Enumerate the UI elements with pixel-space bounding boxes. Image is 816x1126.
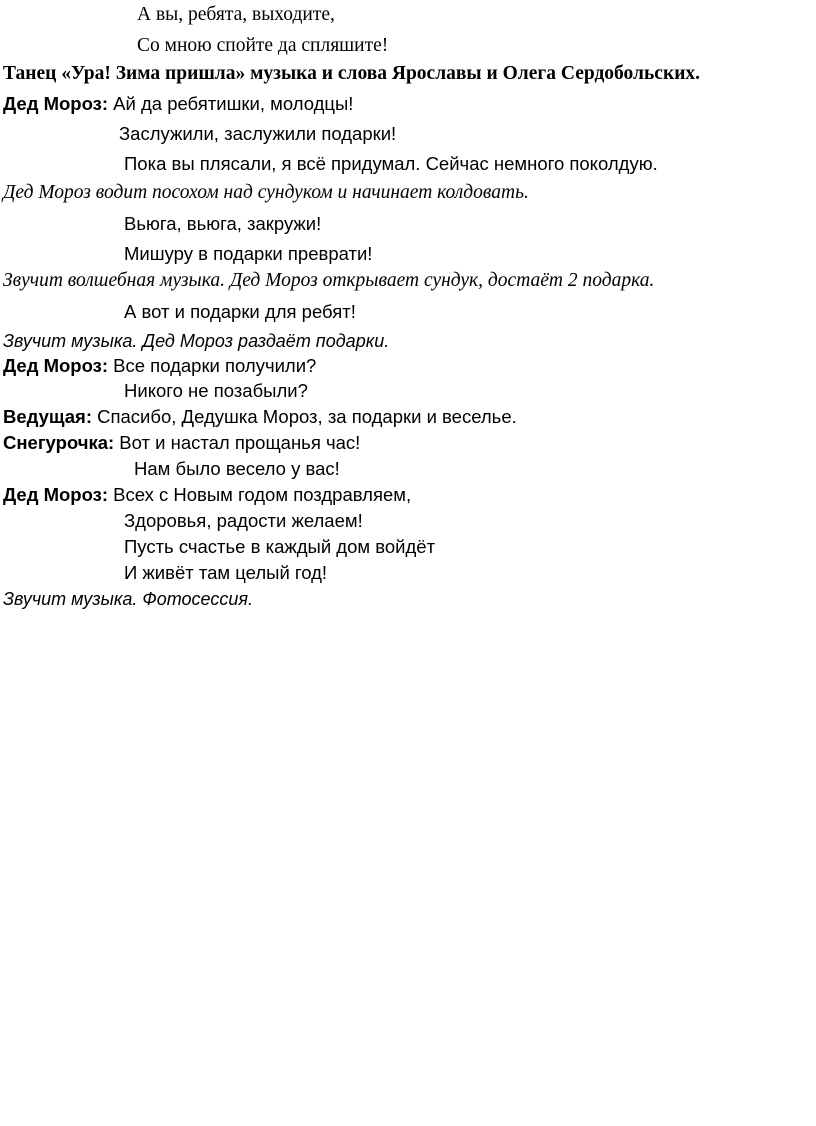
verse-line: Пока вы плясали, я всё придумал. Сейчас немного поколдую. [124, 153, 658, 174]
stage-direction: Звучит музыка. Дед Мороз раздаёт подарки. [3, 331, 390, 351]
stage-direction: Звучит музыка. Фотосессия. [3, 589, 253, 609]
speaker-label: Дед Мороз: [3, 93, 109, 114]
dialogue-line [3, 482, 411, 508]
dialogue-text: Вот и настал прощанья час! [114, 432, 361, 453]
dialogue-text: Спасибо, Дедушка Мороз, за подарки и веселье. [92, 406, 517, 427]
dance-title: Танец «Ура! Зима пришла» музыка и слова Ярославы и Олега Сердобольских. [3, 63, 701, 84]
verse-line: Заслужили, заслужили подарки! [119, 123, 397, 144]
stage-direction: Дед Мороз водит посохом над сундуком и начинает колдовать. [3, 182, 529, 203]
verse-line: А вот и подарки для ребят! [124, 301, 356, 322]
verse-line: Нам было весело у вас! [134, 458, 340, 479]
verse-line: И живёт там целый год! [124, 562, 328, 583]
stage-direction: Звучит волшебная музыка. Дед Мороз открывает сундук, достаёт 2 подарка. [3, 270, 655, 291]
speaker-label: Ведущая: [3, 406, 92, 427]
dialogue-text: Ай да ребятишки, молодцы! [108, 93, 354, 114]
verse-line: Здоровья, радости желаем! [124, 510, 363, 531]
speaker-label: Дед Мороз: [3, 355, 109, 376]
verse-line: Со мною спойте да спляшите! [137, 35, 389, 56]
verse-line: А вы, ребята, выходите, [137, 4, 335, 25]
dialogue-text: Все подарки получили? [108, 355, 317, 376]
speaker-label: Снегурочка: [3, 432, 115, 453]
dialogue-line [3, 353, 316, 379]
verse-line: Мишуру в подарки преврати! [124, 243, 373, 264]
verse-line: Вьюга, вьюга, закружи! [124, 213, 322, 234]
speaker-label: Дед Мороз: [3, 484, 109, 505]
verse-line: Пусть счастье в каждый дом войдёт [124, 536, 436, 557]
dialogue-line [3, 91, 353, 117]
dialogue-text: Всех с Новым годом поздравляем, [108, 484, 412, 505]
verse-line: Никого не позабыли? [124, 380, 308, 401]
dialogue-line [3, 430, 360, 456]
dialogue-line [3, 404, 517, 430]
